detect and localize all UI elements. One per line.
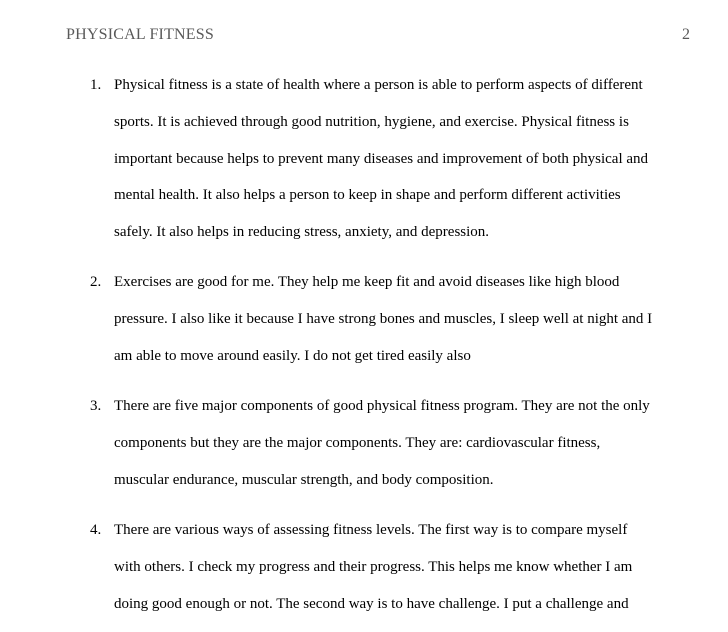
- list-item-number: 3.: [90, 398, 102, 414]
- list-item-number: 2.: [90, 274, 102, 290]
- text-line: components but they are the major components. They are: cardiovascular fitness,: [114, 434, 601, 451]
- text-line: sports. It is achieved through good nutrition, hygiene, and exercise. Physical fitness is: [114, 113, 629, 130]
- text-line: Exercises are good for me. They help me keep fit and avoid diseases like high blood: [114, 274, 620, 290]
- text-line: muscular endurance, muscular strength, and body composition.: [114, 471, 494, 488]
- text-line: mental health. It also helps a person to keep in shape and perform different activities: [114, 187, 621, 204]
- list-item-number: 1.: [90, 77, 102, 93]
- text-line: safely. It also helps in reducing stress, anxiety, and depression.: [114, 224, 490, 241]
- text-line: am able to move around easily. I do not get tired easily also: [114, 347, 471, 364]
- text-line: There are five major components of good physical fitness program. They are not the only: [114, 398, 650, 414]
- text-line: important because helps to prevent many diseases and improvement of both physical and: [114, 150, 649, 167]
- list-item-text: [114, 75, 694, 259]
- text-line: with others. I check my progress and their progress. This helps me know whether I am: [114, 558, 633, 575]
- text-line: There are various ways of assessing fitness levels. The first way is to compare myself: [114, 522, 628, 538]
- list-item-text: [114, 396, 694, 506]
- page-number: 2: [682, 26, 690, 43]
- text-line: doing good enough or not. The second way is to have challenge. I put a challenge and: [114, 595, 629, 612]
- list-item-text: [114, 272, 694, 382]
- list-item-number: 4.: [90, 522, 102, 538]
- list-item-text: [114, 520, 694, 630]
- text-line: pressure. I also like it because I have strong bones and muscles, I sleep well at night and I: [114, 310, 653, 327]
- text-line: Physical fitness is a state of health where a person is able to perform aspects of different: [114, 77, 643, 93]
- running-head: PHYSICAL FITNESS: [66, 26, 214, 43]
